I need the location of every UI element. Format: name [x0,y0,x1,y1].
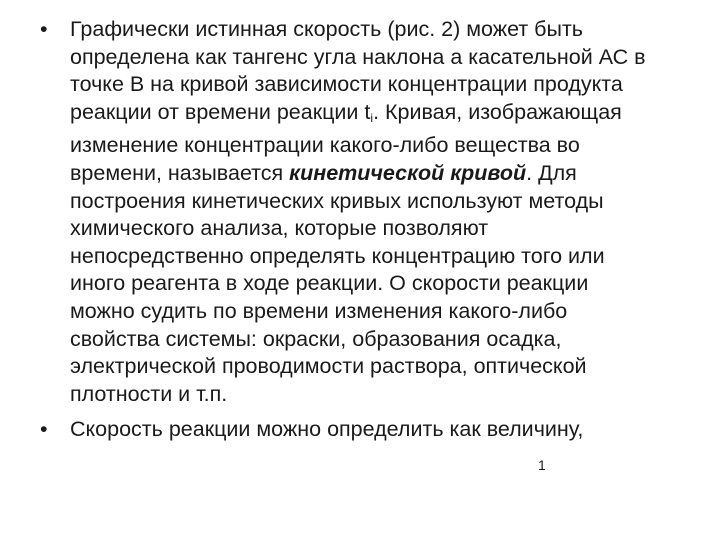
text-line: точке В на кривой зависимости концентрации продукта [70,72,623,97]
text-line: изменение концентрации какого-либо вещества во [70,133,580,158]
bullet-paragraph-rate-definition [36,416,686,444]
text-line: иного реагента в ходе реакции. О скорости реакции [70,271,589,296]
text-line [70,99,686,133]
text-line: свойства системы: окраски, образования осадка, [70,326,562,351]
text-segment: времени, называется [70,160,290,185]
kinetic-curve-term: кинетической кривой [289,160,527,185]
text-line: построения кинетических кривых используют методы [70,188,604,213]
text-segment: реакции от времени реакции t [70,99,371,124]
bullet-paragraph-true-rate [36,16,686,408]
text-line: Графически истинная скорость (рис. 2) может быть [70,17,583,41]
text-segment: . Кривая, изображающая [373,99,622,124]
bullet-icon: • [40,17,48,41]
subscript-i: i [370,110,374,125]
text-line [70,160,686,188]
bullet-list [36,16,686,444]
text-line: плотности и т.п. [70,381,228,406]
text-line: определена как тангенс угла наклона а касательной АС в [70,44,646,69]
text-line: химического анализа, которые позволяют [70,216,489,241]
text-line: электрической проводимости раствора, оптической [70,354,587,379]
text-line: Скорость реакции можно определить как величину, [70,417,584,442]
truncated-text-fragment: 1 [538,457,546,473]
text-segment: . Для [526,160,577,185]
text-line: можно судить по времени изменения какого-либо [70,298,568,323]
bullet-icon: • [40,417,48,442]
text-line: непосредственно определять концентрацию того или [70,243,605,268]
